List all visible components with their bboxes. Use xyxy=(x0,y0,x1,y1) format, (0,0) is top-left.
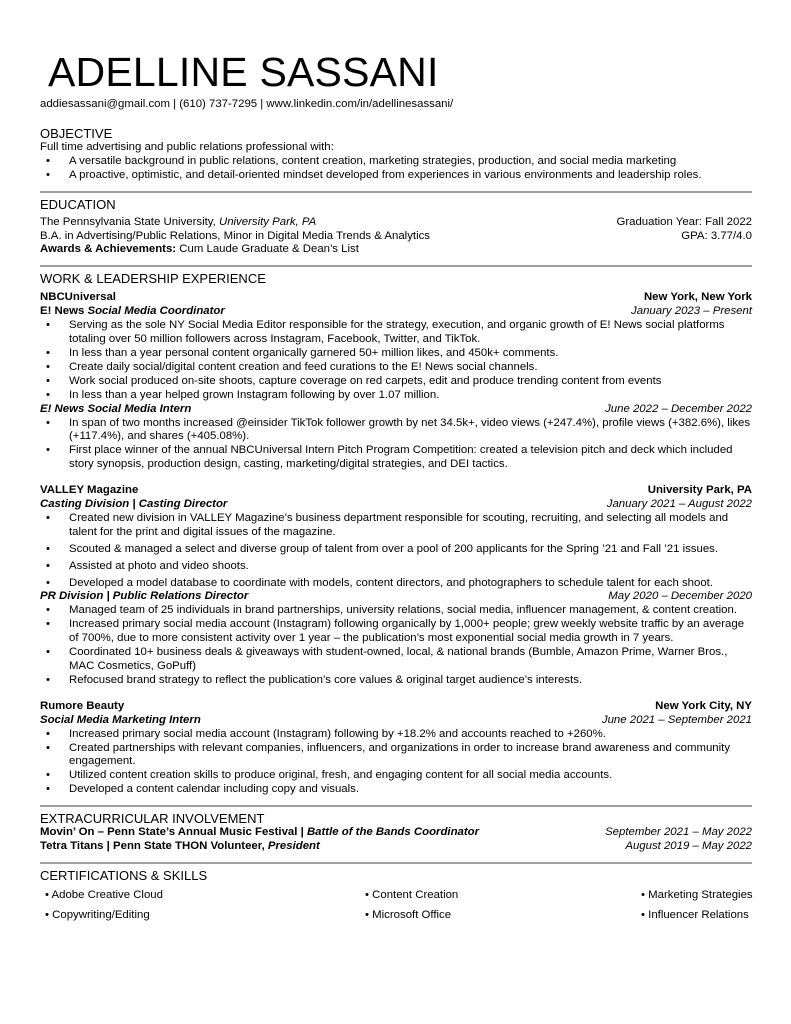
list-item: • Created new division in VALLEY Magazine’s business department responsible for scouting, recruiting, and selecting all models and talent for the print and digital issues of the magazine. xyxy=(40,512,752,540)
list-item: • In less than a year helped grown Instagram following by over 1.07 million. xyxy=(40,389,752,403)
extracurricular-item xyxy=(40,826,752,840)
job-header xyxy=(40,291,752,305)
company-name: VALLEY Magazine xyxy=(40,484,139,497)
section-divider xyxy=(40,805,752,807)
awards-row xyxy=(40,243,752,257)
education-school-row xyxy=(40,216,752,230)
role-header xyxy=(40,714,752,728)
list-item: • Scouted & managed a select and diverse group of talent from over a pool of 200 applicants for the Spring ’21 and Fall ’21 issues. xyxy=(40,543,752,557)
list-item: • Assisted at photo and video shoots. xyxy=(40,560,752,574)
org-role: President xyxy=(267,840,320,853)
role-title: E! News Social Media Intern xyxy=(40,402,192,415)
experience-section xyxy=(40,271,752,797)
applicant-name: ADELLINE SASSANI xyxy=(48,49,439,95)
job-header xyxy=(40,484,752,498)
education-degree-row xyxy=(40,230,752,244)
list-item: • Refocused brand strategy to reflect the publication’s core values & original target audience’s interests. xyxy=(40,674,752,688)
awards-text: Cum Laude Graduate & Dean’s List xyxy=(179,243,359,256)
school-location: University Park, PA xyxy=(218,215,317,228)
job-valley-magazine xyxy=(40,484,752,688)
role-bullets xyxy=(40,319,752,402)
role-dates: June 2022 – December 2022 xyxy=(605,402,752,415)
section-divider xyxy=(40,862,752,864)
resume-page xyxy=(40,50,752,923)
section-title-objective: OBJECTIVE xyxy=(40,125,113,141)
list-item: • Developed a content calendar including copy and visuals. xyxy=(40,783,752,797)
skills-section xyxy=(40,868,752,923)
role-bullets xyxy=(40,728,752,798)
extracurricular-item xyxy=(40,840,752,854)
company-location: University Park, PA xyxy=(647,484,752,497)
degree: B.A. in Advertising/Public Relations, Minor in Digital Media Trends & Analytics xyxy=(40,229,430,242)
list-item: • First place winner of the annual NBCUniversal Intern Pitch Program Competition: created a television pitch and deck which included story synopsis, production design, casting, marketing/digital strategies, and DEI tactics. xyxy=(40,444,752,472)
role-dates: May 2020 – December 2020 xyxy=(608,590,752,603)
list-item: • Increased primary social media account (Instagram) following organically by 1,000+ people; grew weekly website traffic by an average of 700%, due to more consistent activity over 1 year – the publication’s most exponential social media growth in 7 years. xyxy=(40,618,752,646)
skill-item: • Microsoft Office xyxy=(365,908,452,921)
skill-item: • Content Creation xyxy=(365,888,459,901)
org-role: Battle of the Bands Coordinator xyxy=(306,826,480,839)
company-name: NBCUniversal xyxy=(40,291,116,304)
school-name: The Pennsylvania State University, xyxy=(40,215,216,228)
list-item: • A versatile background in public relations, content creation, marketing strategies, production, and social media marketing xyxy=(40,155,752,169)
section-divider xyxy=(40,191,752,193)
org-dates: August 2019 – May 2022 xyxy=(625,840,752,853)
section-divider xyxy=(40,265,752,267)
list-item: • In span of two months increased @einsider TikTok follower growth by net 34.5k+, video views (+247.4%), profile views (+382.6%), likes (+117.4%), and shares (+405.08%). xyxy=(40,417,752,445)
job-nbcuniversal xyxy=(40,291,752,472)
skill-item: • Copywriting/Editing xyxy=(45,908,150,921)
list-item: • In less than a year personal content organically garnered 50+ million likes, and 450k+ comments. xyxy=(40,347,752,361)
skill-item: • Influencer Relations xyxy=(641,908,749,921)
objective-section xyxy=(40,126,752,183)
role-bullets xyxy=(40,604,752,687)
company-name: Rumore Beauty xyxy=(40,699,125,712)
section-title-extracurricular: EXTRACURRICULAR INVOLVEMENT xyxy=(40,811,265,827)
role-dates: June 2021 – September 2021 xyxy=(601,713,752,726)
role-header xyxy=(40,498,752,512)
objective-intro: Full time advertising and public relations professional with: xyxy=(40,140,334,153)
skill-item: • Adobe Creative Cloud xyxy=(45,888,163,901)
list-item: • Coordinated 10+ business deals & giveaways with student-owned, local, & national brands (Bumble, Amazon Prime, Warner Bros., MAC Cosmetics, GoPuff) xyxy=(40,646,752,674)
list-item: • Created partnerships with relevant companies, influencers, and organizations in order to increase brand awareness and community engagement. xyxy=(40,742,752,770)
list-item: • Utilized content creation skills to produce original, fresh, and engaging content for all social media accounts. xyxy=(40,769,752,783)
company-location: New York City, NY xyxy=(655,699,752,712)
org-name: Movin’ On – Penn State’s Annual Music Festival | xyxy=(40,826,304,839)
job-header xyxy=(40,700,752,714)
extracurricular-section xyxy=(40,811,752,854)
role-header xyxy=(40,403,752,417)
role-dates: January 2023 – Present xyxy=(631,305,752,318)
org-name: Tetra Titans | Penn State THON Volunteer, xyxy=(40,840,265,853)
education-section xyxy=(40,197,752,258)
list-item: • Developed a model database to coordinate with models, content directors, and photographers to schedule talent for each shoot. xyxy=(40,577,752,591)
list-item: • Managed team of 25 individuals in brand partnerships, university relations, social media, influencer management, & content creation. xyxy=(40,604,752,618)
role-dates: January 2021 – August 2022 xyxy=(606,498,752,511)
role-title: Social Media Marketing Intern xyxy=(40,713,201,726)
role-bullets xyxy=(40,512,752,591)
role-bullets xyxy=(40,417,752,473)
job-rumore-beauty xyxy=(40,700,752,797)
list-item: • Work social produced on-site shoots, capture coverage on red carpets, edit and produce trending content from events xyxy=(40,375,752,389)
company-location: New York, New York xyxy=(643,291,752,304)
role-title: Social Media Coordinator xyxy=(87,305,225,318)
section-title-education: EDUCATION xyxy=(40,196,116,212)
list-item: • Increased primary social media account (Instagram) following by +18.2% and accounts reached to +260%. xyxy=(40,728,752,742)
skill-item: • Marketing Strategies xyxy=(641,888,753,901)
section-title-experience: WORK & LEADERSHIP EXPERIENCE xyxy=(40,271,266,287)
role-header xyxy=(40,305,752,319)
role-header xyxy=(40,590,752,604)
graduation-year: Graduation Year: Fall 2022 xyxy=(616,215,752,228)
list-item: • Create daily social/digital content creation and feed curations to the E! News social channels. xyxy=(40,361,752,375)
role-title: Casting Division | Casting Director xyxy=(40,498,228,511)
gpa: GPA: 3.77/4.0 xyxy=(681,229,752,242)
contact-line: addiesassani@gmail.com | (610) 737-7295 | www.linkedin.com/in/adellinesassani/ xyxy=(40,98,454,110)
role-company: E! News xyxy=(40,305,85,318)
section-title-skills: CERTIFICATIONS & SKILLS xyxy=(40,867,208,883)
org-dates: September 2021 – May 2022 xyxy=(605,826,752,839)
skills-grid xyxy=(40,889,752,923)
role-title: PR Division | Public Relations Director xyxy=(40,590,249,603)
list-item: • A proactive, optimistic, and detail-oriented mindset developed from experiences in various environments and leadership roles. xyxy=(40,169,752,183)
awards-label: Awards & Achievements: xyxy=(40,243,177,256)
objective-list xyxy=(40,155,752,183)
list-item: • Serving as the sole NY Social Media Editor responsible for the strategy, execution, and organic growth of E! News social platforms totaling over 50 million followers across Instagram, Facebook, Twitter, and TikTok. xyxy=(40,319,752,347)
